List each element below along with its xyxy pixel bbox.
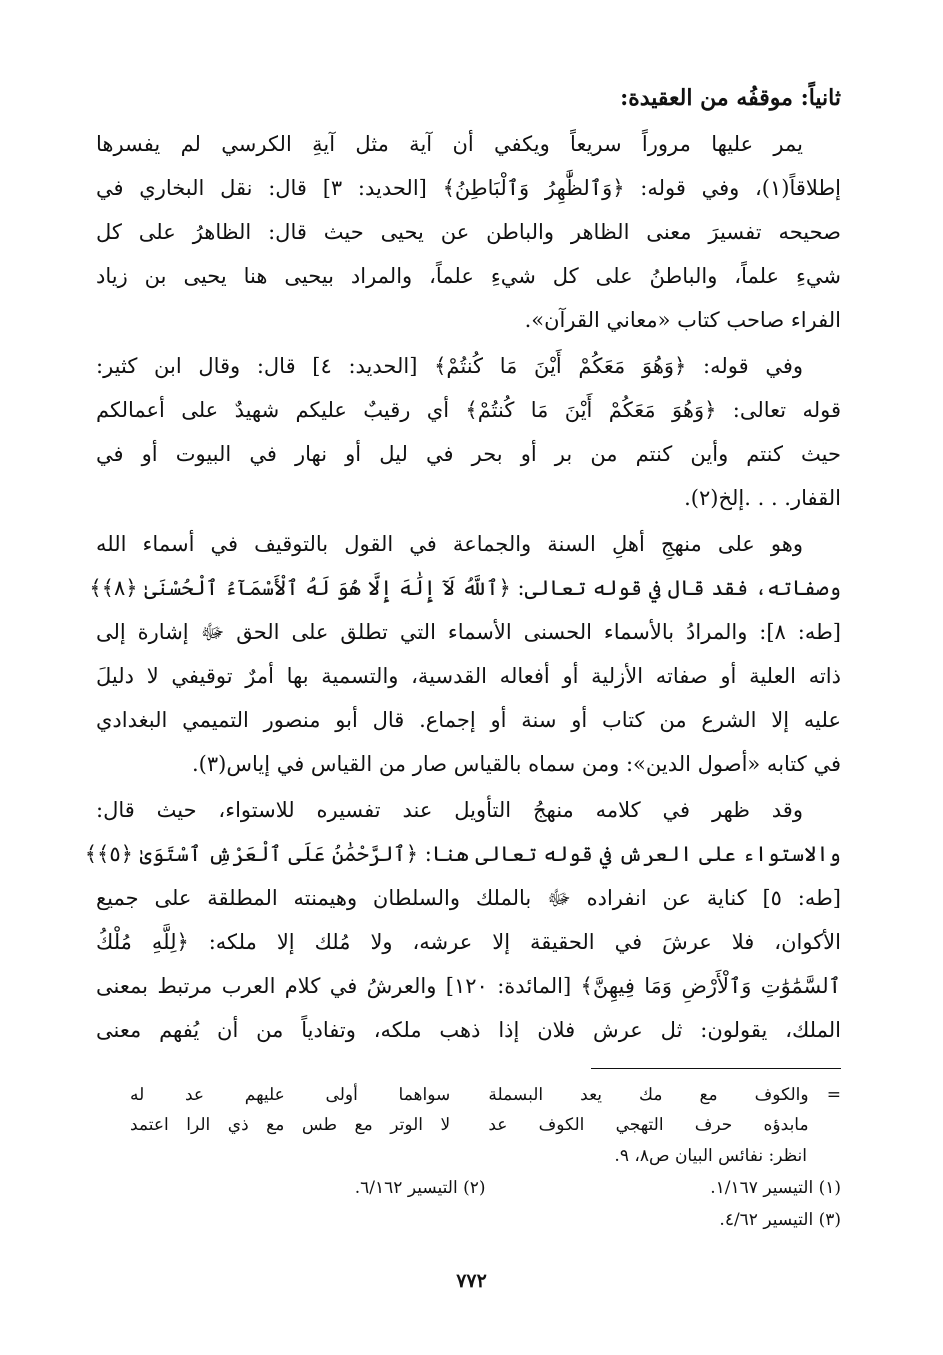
main-text — [84, 78, 842, 1054]
page-number: ٧٧٢ — [456, 1270, 487, 1292]
text-line: عليه إلا الشرع من كتاب أو سنة أو إجماع. قال أبو منصور التميمي البغدادي — [96, 708, 841, 732]
verse-hemistich: مابدؤه حرف التهجي الكوف عد — [488, 1115, 809, 1135]
text-line: وفي قوله: ﴿وَهُوَ مَعَكُمْ أَيْنَ مَا كُنتُمْ﴾ [الحديد: ٤] قال: وقال ابن كثير: — [96, 354, 803, 378]
text-line: [طه: ٥] كناية عن انفراده ﷻ بالملك والسلطان وهيمنته المطلقة على جميع — [96, 886, 841, 910]
text-line: إطلاقاً(١)، وفي قوله: ﴿وَٱلظَّٰهِرُ وَٱلْبَاطِنُ﴾ [الحديد: ٣] قال: نقل البخاري في — [96, 176, 842, 200]
footnote-1: (١) التيسير ١/١٦٧. — [710, 1178, 841, 1198]
text-line: شيءِ علماً، والباطنُ على كل شيءِ علماً، والمراد بيحيى هنا يحيى بن زياد — [96, 264, 841, 288]
text-line: الملك، يقولون: ثل عرش فلان إذا ذهب ملكه، وتفادياً من أن يُفهم معنى — [96, 1018, 841, 1042]
footnote-2: (٢) التيسير ٦/١٦٢. — [354, 1178, 486, 1198]
paragraph-2 — [96, 344, 841, 520]
text-line: القفار. . . .إلخ(٢). — [684, 486, 841, 510]
continuation-mark: = — [826, 1085, 841, 1105]
text-line: ذاته العلية أو صفاته الأزلية أو أفعاله القدسية، والتسمية بها أمرٌ توقيفي لا دليلَ — [96, 664, 841, 688]
text-line: وقد ظهر في كلامه منهجُ التأويل عند تفسيره للاستواء، حيث قال: — [96, 798, 803, 822]
verse-mark-spacer — [809, 1110, 841, 1140]
verse-hemistich: والكوف مع مك يعد البسملة — [488, 1085, 809, 1105]
text-line: الأكوان، فلا عرشَ في الحقيقة إلا عرشه، ولا مُلك إلا ملكه: ﴿لِلَّهِ مُلْكُ — [96, 930, 841, 954]
footnote-separator — [591, 1068, 841, 1069]
text-line: صحيحه تفسيرَ معنى الظاهر والباطن عن يحيى حيث قال: الظاهرُ على كل — [96, 220, 841, 244]
footnote-verse-row — [130, 1080, 841, 1110]
text-line: قوله تعالى: ﴿وَهُوَ مَعَكُمْ أَيْنَ مَا كُنتُمْ﴾ أي رقيبٌ عليكم شهيدٌ على أعمالكم — [96, 398, 841, 422]
text-line: وصفاته، فقد قال في قوله تعالى: ﴿ٱللَّهُ لَآ إِلَٰهَ إِلَّا هُوَ لَهُ ٱلْأَسْمَآءُ ٱلْحُسْنَىٰ ﴿٨﴾﴾ — [89, 576, 841, 600]
text-line: يمر عليها مروراً سريعاً ويكفي أن آية مثل آيةِ الكرسي لم يفسرها — [96, 132, 803, 156]
paragraph-1 — [96, 122, 841, 342]
text-line: وهو على منهجِ أهلِ السنة والجماعة في القول بالتوقيف في أسماء الله — [96, 532, 803, 556]
text-line: في كتابه «أصول الدين»: ومن سماه بالقياس صار من القياس في إياس(٣). — [191, 752, 841, 776]
text-line: ٱلسَّمَٰوَٰتِ وَٱلْأَرْضِ وَمَا فِيهِنَّ﴾ [المائدة: ١٢٠] والعرشُ في كلام العرب مرتبط بمعنى — [96, 974, 841, 998]
footnote-verse-row — [130, 1110, 841, 1140]
paragraph-3 — [89, 522, 842, 786]
verse-hemistich: سواهما أولى عليهم عد له — [130, 1085, 451, 1105]
text-line: الفراء صاحب كتاب «معاني القرآن». — [524, 308, 841, 332]
footnote-row — [130, 1172, 841, 1204]
text-line: والاستواء على العرش في قوله تعالى هنا: ﴿ٱلرَّحْمَٰنُ عَلَى ٱلْعَرْشِ ٱسْتَوَىٰ ﴿٥﴾﴾ — [84, 842, 841, 866]
section-heading: ثانياً: موقفُه من العقيدة: — [620, 85, 841, 111]
paragraph-4 — [84, 788, 841, 1052]
verse-gap — [450, 1080, 488, 1110]
verse-hemistich: لا الوتر مع طس مع ذي الرا اعتمد — [130, 1115, 451, 1135]
text-line: حيث كنتم وأين كنتم من بر أو بحر في ليل أو نهار في البيوت أو في — [96, 442, 841, 466]
footnotes — [130, 1080, 841, 1236]
verse-gap — [450, 1110, 488, 1140]
text-line: [طه: ٨]: والمرادُ بالأسماء الحسنى الأسماء التي تطلق على الحق ﷻ إشارة إلى — [96, 620, 842, 644]
footnote-3: (٣) التيسير ٤/٦٢. — [719, 1210, 841, 1230]
footnote-source: انظر: نفائس البيان ص٨، ٩. — [614, 1146, 807, 1166]
